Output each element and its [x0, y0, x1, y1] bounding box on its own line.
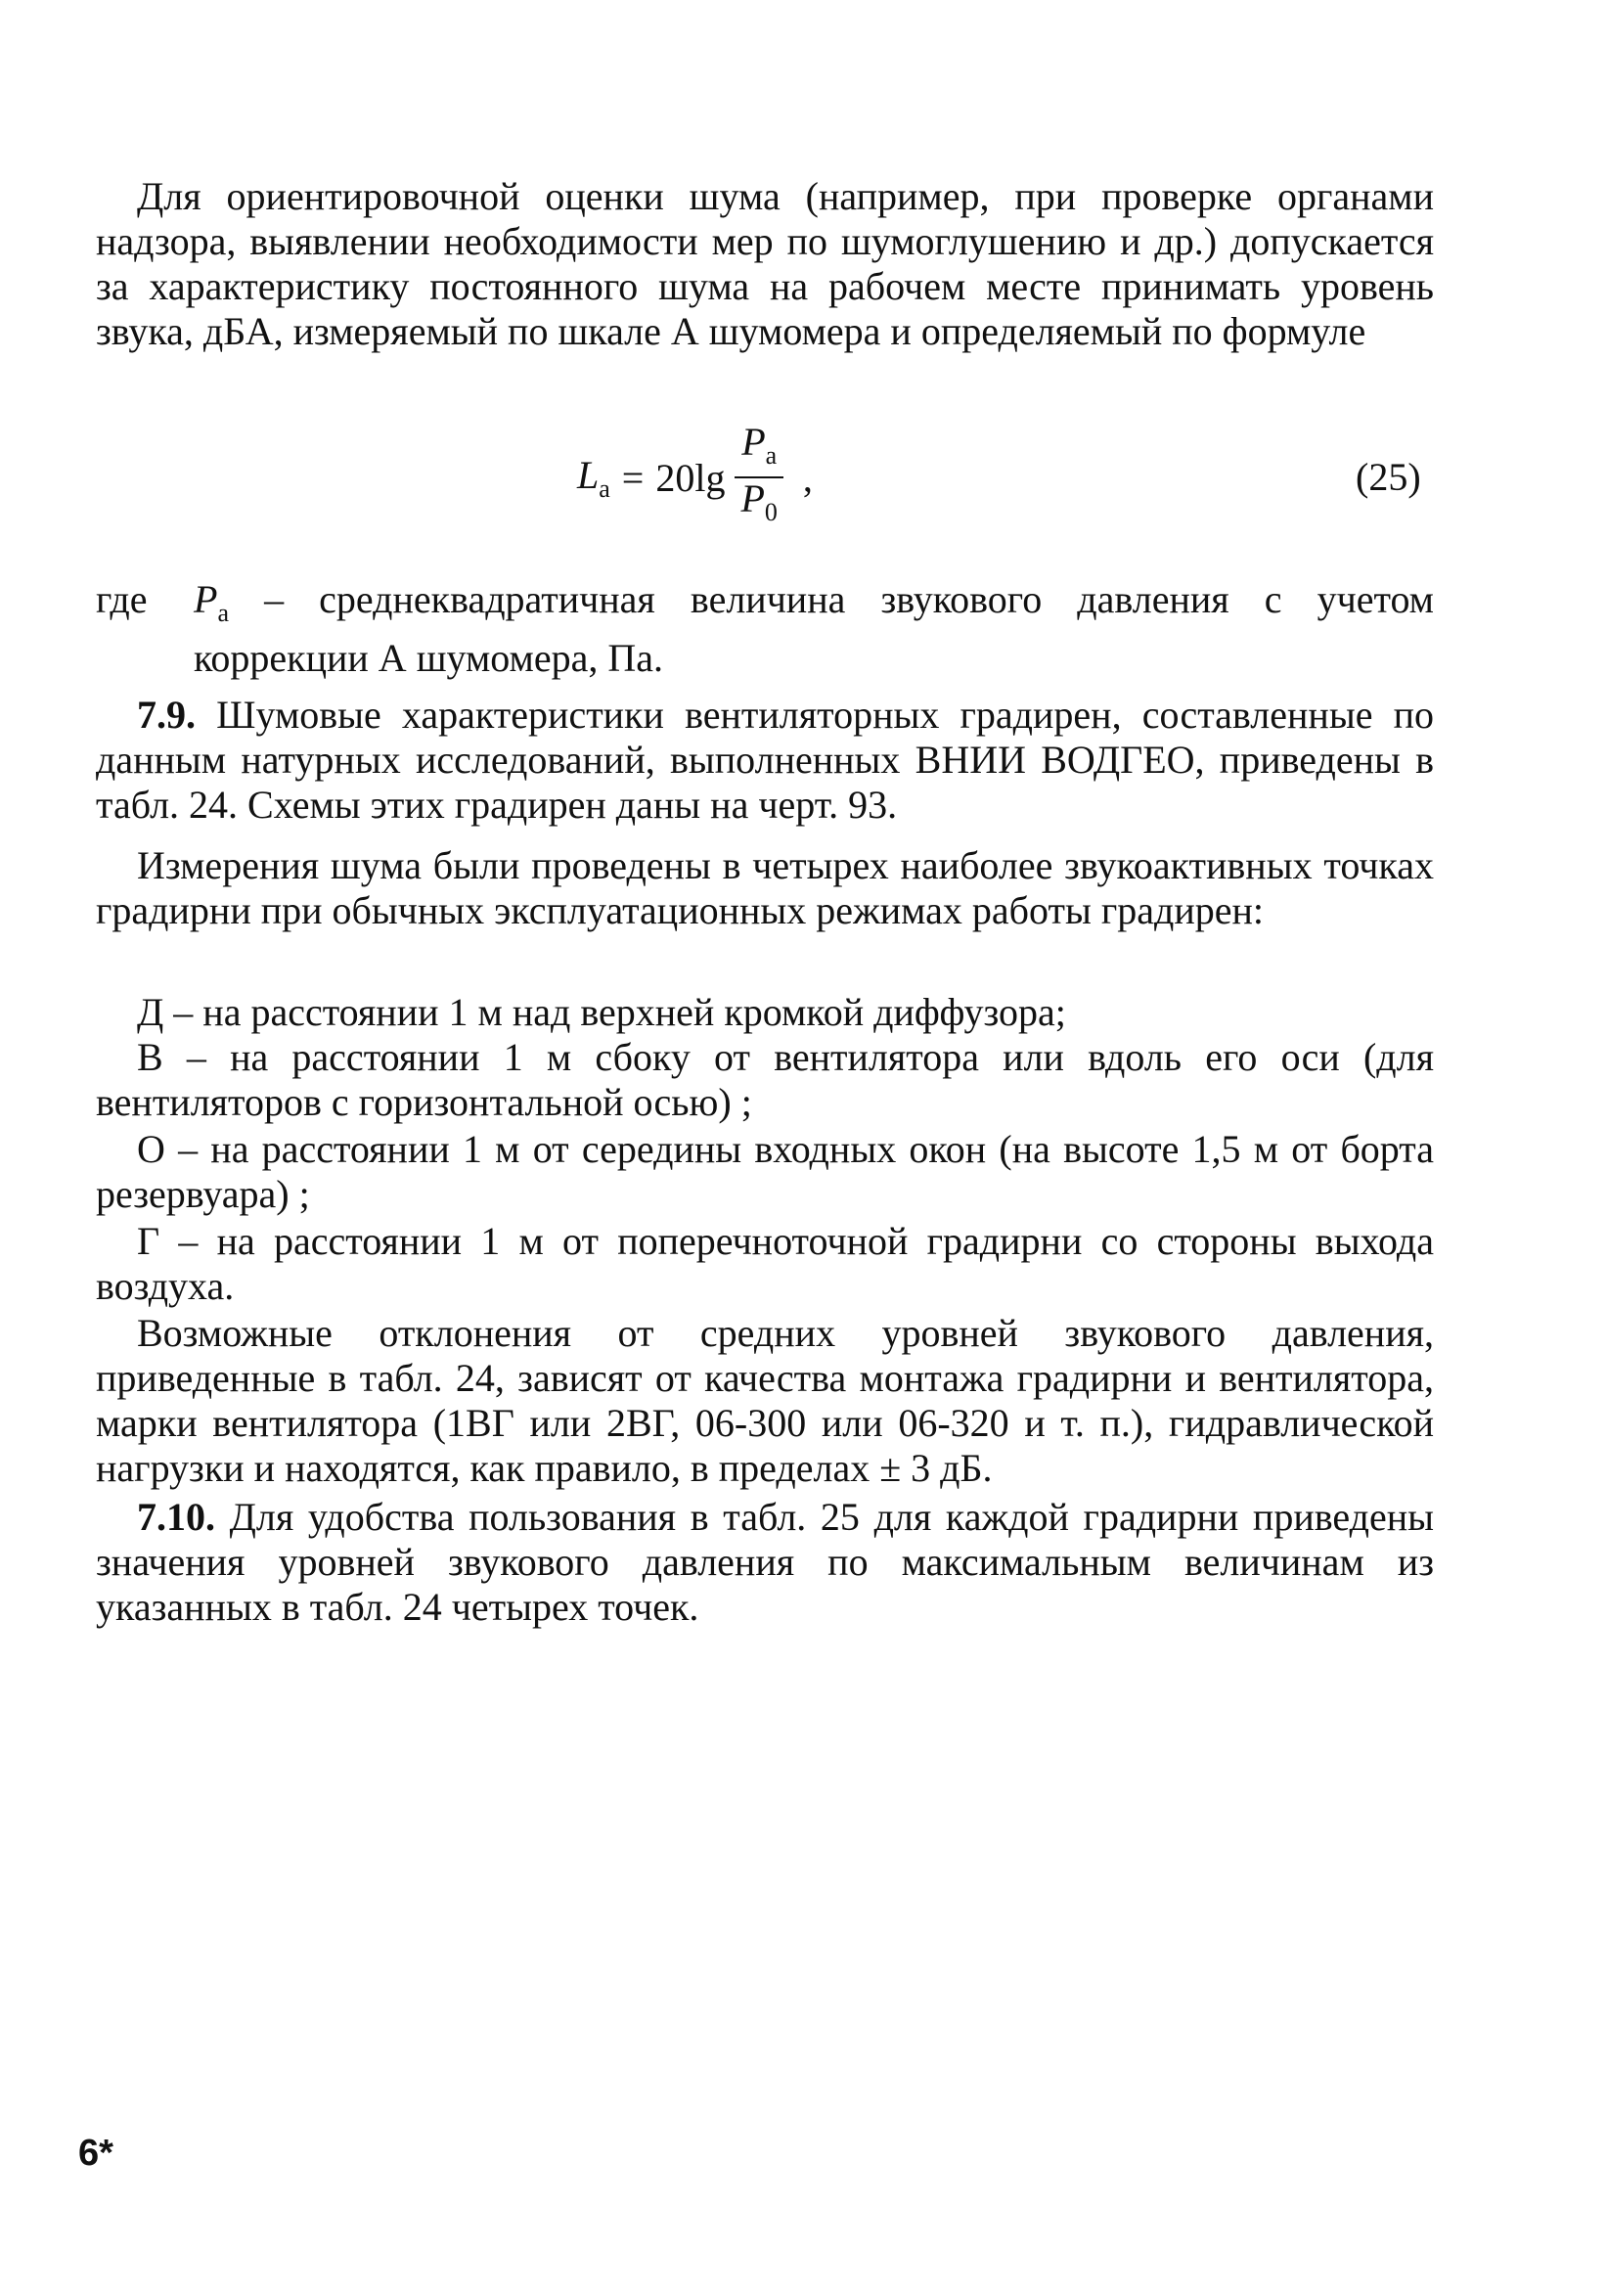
formula-denominator-subscript: 0	[764, 498, 778, 526]
formula-coefficient: 20lg	[655, 455, 726, 500]
section-7-9	[96, 693, 1434, 828]
page-number: 6*	[78, 2133, 113, 2174]
formula-25	[577, 419, 813, 536]
equation-number: (25)	[1356, 455, 1421, 499]
formula-equals: =	[621, 455, 645, 500]
where-definition	[194, 577, 1434, 681]
formula-lhs-subscript: а	[599, 473, 610, 503]
section-number: 7.9.	[137, 693, 196, 737]
measurement-point: Д – на расстоянии 1 м над верхней кромкой диффузора;	[137, 990, 1066, 1034]
formula-lhs	[577, 452, 610, 504]
paragraph-noise-estimate: Для ориентировочной оценки шума (например, при проверке органами надзора, выявлении необходимости мер по шумоглушению и др.) допускается за характеристику постоянного шума на рабочем месте принимать уровень звука, дБА, измеряемый по шкале А шумомера и определяемый по формуле	[96, 174, 1434, 353]
section-text: Для удобства пользования в табл. 25 для каждой градирни приведены значения уровней звукового давления по максимальным величинам из указанных в табл. 24 четырех точек.	[96, 1495, 1434, 1629]
formula-fraction	[735, 422, 782, 533]
measurement-point: В – на расстоянии 1 м сбоку от вентилятора или вдоль его оси (для вентиляторов с горизонтальной осью) ;	[96, 1035, 1434, 1124]
formula-denominator	[735, 478, 782, 533]
section-text: Шумовые характеристики вентиляторных градирен, составленные по данным натурных исследований, выполненных ВНИИ ВОДГЕО, приведены в табл. 24. Схемы этих градирен даны на черт. 93.	[96, 693, 1434, 827]
measurement-point: Г – на расстоянии 1 м от поперечноточной градирни со стороны выхода воздуха.	[96, 1219, 1434, 1308]
formula-numerator-subscript: а	[765, 441, 778, 470]
formula-lhs-symbol: L	[577, 452, 600, 497]
paragraph-deviations: Возможные отклонения от средних уровней звукового давления, приведенные в табл. 24, зависят от качества монтажа градирни и вентилятора, марки вентилятора (1ВГ или 2ВГ, 06-300 или 06-320 и т. п.), гидравлической нагрузки и находятся, как правило, в пределах ± 3 дБ.	[96, 1311, 1434, 1490]
measurement-point: О – на расстоянии 1 м от середины входных окон (на высоте 1,5 м от борта резервуара) ;	[96, 1127, 1434, 1216]
where-definition-text: – среднеквадратичная величина звукового давления с учетом коррекции А шумомера, Па.	[194, 577, 1434, 680]
where-symbol-subscript: а	[217, 599, 229, 627]
section-7-10	[96, 1495, 1434, 1630]
formula-denominator-symbol: P	[740, 476, 765, 520]
paragraph-measurements: Измерения шума были проведены в четырех наиболее звукоактивных точках градирни при обычных эксплуатационных режимах работы градирен:	[96, 843, 1434, 932]
formula-numerator-symbol: P	[741, 420, 766, 464]
where-symbol-letter: P	[194, 577, 218, 621]
formula-comma: ,	[802, 455, 813, 500]
where-symbol	[194, 577, 229, 627]
where-word: где	[96, 577, 148, 621]
section-number: 7.10.	[137, 1495, 215, 1539]
formula-numerator	[736, 422, 782, 476]
